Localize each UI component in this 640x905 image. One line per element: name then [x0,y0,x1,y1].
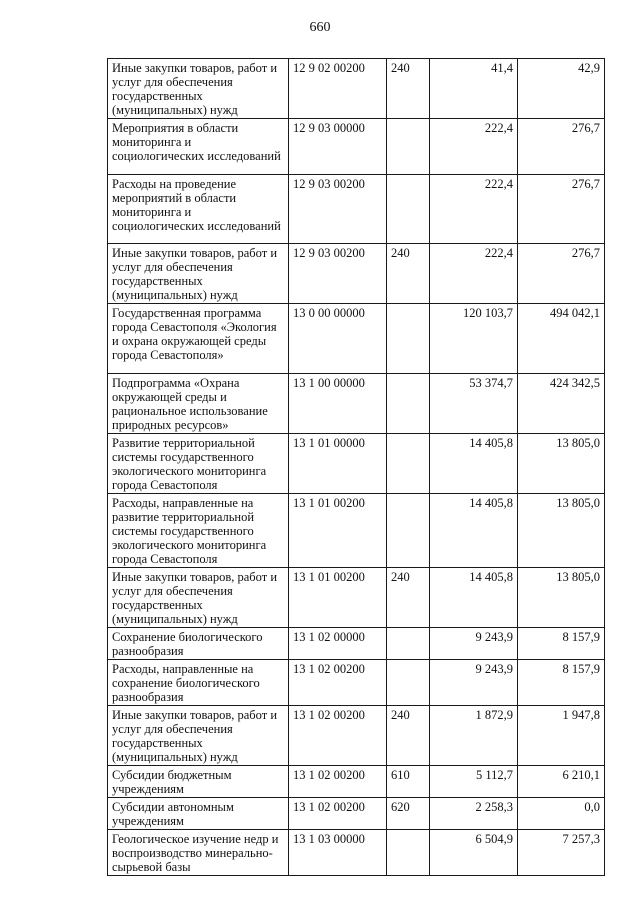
amount-year-2-cell: 13 805,0 [518,494,605,568]
table-row [108,568,605,628]
target-code-cell: 13 1 03 00000 [289,830,387,876]
expense-name-cell: Геологическое изучение недр и воспроизводство минерально-сырьевой базы [108,830,289,876]
target-code-cell: 13 1 02 00200 [289,766,387,798]
expense-type-cell: 620 [387,798,430,830]
amount-year-1-cell: 222,4 [430,175,518,244]
expense-name-cell: Развитие территориальной системы государственного экологического мониторинга города Севастополя [108,434,289,494]
expense-name-cell: Иные закупки товаров, работ и услуг для обеспечения государственных (муниципальных) нужд [108,244,289,304]
amount-year-1-cell: 6 504,9 [430,830,518,876]
amount-year-1-cell: 14 405,8 [430,494,518,568]
amount-year-2-cell: 13 805,0 [518,434,605,494]
target-code-cell: 13 1 02 00000 [289,628,387,660]
target-code-cell: 13 1 01 00200 [289,494,387,568]
expense-type-cell [387,830,430,876]
amount-year-2-cell: 276,7 [518,119,605,175]
target-code-cell: 13 0 00 00000 [289,304,387,374]
table-row [108,798,605,830]
expense-name-cell: Сохранение биологического разнообразия [108,628,289,660]
amount-year-1-cell: 5 112,7 [430,766,518,798]
amount-year-1-cell: 9 243,9 [430,660,518,706]
expense-type-cell [387,304,430,374]
table-row [108,628,605,660]
amount-year-2-cell: 1 947,8 [518,706,605,766]
target-code-cell: 13 1 01 00000 [289,434,387,494]
table-row [108,434,605,494]
target-code-cell: 12 9 03 00200 [289,244,387,304]
expense-type-cell [387,434,430,494]
amount-year-2-cell: 494 042,1 [518,304,605,374]
target-code-cell: 13 1 02 00200 [289,706,387,766]
amount-year-1-cell: 2 258,3 [430,798,518,830]
expense-type-cell: 240 [387,706,430,766]
amount-year-1-cell: 9 243,9 [430,628,518,660]
target-code-cell: 13 1 01 00200 [289,568,387,628]
expense-type-cell [387,660,430,706]
expense-type-cell [387,119,430,175]
table-row [108,494,605,568]
amount-year-2-cell: 8 157,9 [518,660,605,706]
target-code-cell: 13 1 00 00000 [289,374,387,434]
expense-type-cell [387,628,430,660]
amount-year-2-cell: 276,7 [518,175,605,244]
target-code-cell: 12 9 03 00200 [289,175,387,244]
amount-year-1-cell: 14 405,8 [430,434,518,494]
amount-year-2-cell: 0,0 [518,798,605,830]
expense-type-cell [387,374,430,434]
amount-year-2-cell: 7 257,3 [518,830,605,876]
expense-type-cell: 240 [387,59,430,119]
amount-year-1-cell: 53 374,7 [430,374,518,434]
target-code-cell: 13 1 02 00200 [289,660,387,706]
amount-year-1-cell: 222,4 [430,244,518,304]
amount-year-1-cell: 1 872,9 [430,706,518,766]
table-row [108,374,605,434]
page-number: 660 [309,20,331,35]
amount-year-2-cell: 8 157,9 [518,628,605,660]
table-row [108,244,605,304]
expense-type-cell [387,175,430,244]
amount-year-1-cell: 41,4 [430,59,518,119]
expense-type-cell: 240 [387,568,430,628]
table-row [108,59,605,119]
table-row [108,304,605,374]
expense-name-cell: Подпрограмма «Охрана окружающей среды и рациональное использование природных ресурсов» [108,374,289,434]
expense-name-cell: Иные закупки товаров, работ и услуг для обеспечения государственных (муниципальных) нужд [108,706,289,766]
expense-type-cell: 610 [387,766,430,798]
expense-name-cell: Субсидии бюджетным учреждениям [108,766,289,798]
amount-year-2-cell: 42,9 [518,59,605,119]
budget-table [107,58,605,876]
expense-name-cell: Иные закупки товаров, работ и услуг для обеспечения государственных (муниципальных) нужд [108,59,289,119]
amount-year-1-cell: 222,4 [430,119,518,175]
table-row [108,706,605,766]
expense-name-cell: Субсидии автономным учреждениям [108,798,289,830]
expense-name-cell: Расходы на проведение мероприятий в области мониторинга и социологических исследований [108,175,289,244]
target-code-cell: 12 9 02 00200 [289,59,387,119]
amount-year-2-cell: 276,7 [518,244,605,304]
expense-type-cell: 240 [387,244,430,304]
table-row [108,119,605,175]
expense-name-cell: Иные закупки товаров, работ и услуг для обеспечения государственных (муниципальных) нужд [108,568,289,628]
table-row [108,175,605,244]
amount-year-2-cell: 424 342,5 [518,374,605,434]
table-row [108,830,605,876]
table-row [108,660,605,706]
target-code-cell: 13 1 02 00200 [289,798,387,830]
expense-type-cell [387,494,430,568]
target-code-cell: 12 9 03 00000 [289,119,387,175]
amount-year-2-cell: 6 210,1 [518,766,605,798]
amount-year-1-cell: 120 103,7 [430,304,518,374]
amount-year-2-cell: 13 805,0 [518,568,605,628]
expense-name-cell: Государственная программа города Севастополя «Экология и охрана окружающей среды города Севастополя» [108,304,289,374]
expense-name-cell: Мероприятия в области мониторинга и социологических исследований [108,119,289,175]
expense-name-cell: Расходы, направленные на сохранение биологического разнообразия [108,660,289,706]
expense-name-cell: Расходы, направленные на развитие территориальной системы государственного экологического мониторинга города Севастополя [108,494,289,568]
table-row [108,766,605,798]
amount-year-1-cell: 14 405,8 [430,568,518,628]
